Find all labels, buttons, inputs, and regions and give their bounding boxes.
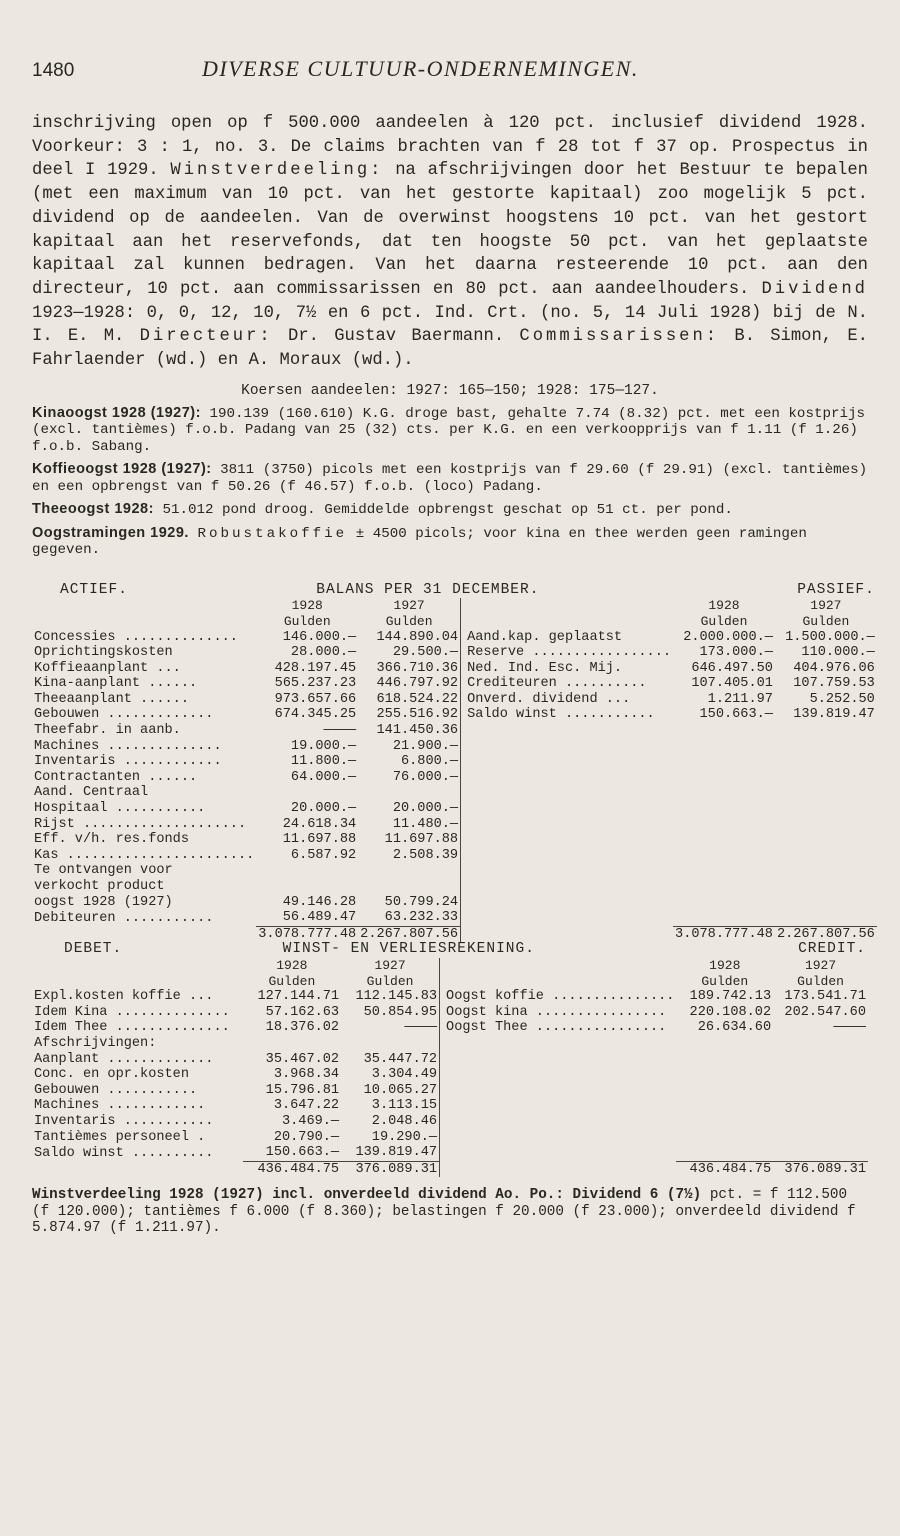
passief-value: 150.663.—: [699, 707, 773, 723]
harvest-forecast: [32, 525, 868, 559]
actief-label: Eff. v/h. res.fonds: [34, 832, 189, 848]
passief-value: [673, 895, 775, 911]
totals-spacer: [461, 926, 673, 942]
pl-right-title: CREDIT.: [798, 941, 866, 958]
debet-value: 2.048.46: [371, 1113, 438, 1129]
credit-value: [676, 1130, 773, 1146]
actief-value: [256, 879, 358, 895]
year-header: 1928: [709, 957, 741, 973]
debet-value: 18.376.02: [265, 1020, 340, 1036]
passief-value: [673, 848, 775, 864]
actief-value: 428.197.45: [274, 660, 357, 676]
credit-value: [773, 1067, 868, 1083]
passief-value: [775, 832, 877, 848]
unit-header: Gulden: [802, 613, 850, 629]
credit-value: [773, 1145, 868, 1161]
pl-title: WINST- EN VERLIESREKENING.: [282, 941, 535, 958]
table-row: [32, 832, 877, 848]
debet-value: 139.819.47: [355, 1145, 438, 1161]
debet-value: 3.469.—: [281, 1113, 340, 1129]
share-prices: Koersen aandeelen: 1927: 165—150; 1928: 175—127.: [241, 382, 659, 399]
debet-label: Idem Thee ..............: [34, 1020, 230, 1036]
passief-value: [775, 895, 877, 911]
harvest-koffie: [32, 461, 868, 495]
unit-header: Gulden: [268, 973, 316, 989]
table-row: [32, 676, 877, 692]
actief-value: ————: [323, 723, 357, 739]
passief-value: [673, 832, 775, 848]
year-header: 1927: [804, 957, 837, 973]
debet-value: 3.647.22: [273, 1098, 340, 1114]
table-row: [32, 1114, 868, 1130]
passief-value: [673, 801, 775, 817]
passief-value: [775, 863, 877, 879]
table-row: [32, 645, 877, 661]
total-value: 3.078.777.48: [258, 926, 357, 942]
actief-value: 63.232.33: [384, 910, 459, 926]
passief-value: [673, 723, 775, 739]
passief-label: [461, 895, 673, 911]
passief-value: 1.211.97: [707, 691, 773, 707]
total-value: 436.484.75: [243, 1161, 341, 1177]
profit-distribution-lead: Winstverdeeling 1928 (1927) incl. onverdeeld dividend Ao. Po.: Dividend 6 (7½): [32, 1187, 702, 1204]
actief-label: oogst 1928 (1927): [34, 894, 173, 910]
credit-label: Oogst koffie ...............: [440, 989, 677, 1005]
section-label: Directeur:: [139, 327, 273, 347]
year-header: 1928: [276, 957, 308, 973]
credit-label: [440, 1098, 677, 1114]
totals-row: [32, 1161, 868, 1177]
passief-value: [775, 723, 877, 739]
credit-label: [440, 1067, 677, 1083]
passief-value: 5.252.50: [809, 691, 875, 707]
credit-value: [676, 1083, 773, 1099]
intro-paragraph: [32, 112, 868, 373]
unit-header: Gulden: [385, 613, 433, 629]
actief-label: Debiteuren ...........: [34, 910, 214, 926]
table-row: [32, 707, 877, 723]
credit-label: [440, 1083, 677, 1099]
passief-value: [775, 817, 877, 833]
debet-value: 57.162.63: [265, 1004, 340, 1020]
harvest-lead: Kinaoogst 1928 (1927):: [32, 404, 201, 421]
profit-loss-account: [32, 942, 868, 1177]
table-row: [32, 739, 877, 755]
section-label: Commissarissen:: [519, 327, 720, 347]
passief-label: [461, 754, 673, 770]
actief-label: Machines ..............: [34, 738, 222, 754]
passief-label: Saldo winst ...........: [461, 707, 673, 723]
actief-value: [358, 785, 460, 801]
debet-value: 10.065.27: [363, 1082, 438, 1098]
credit-value: [773, 1098, 868, 1114]
passief-value: [673, 739, 775, 755]
credit-value: ————: [833, 1020, 866, 1036]
page: [32, 56, 875, 1237]
credit-value: [773, 1083, 868, 1099]
harvest-text: 3811 (3750) picols met een kostprijs van f 29.60 (f 29.91) (excl. tantièmes) en een opbrengst van f 50.26 (f 46.57) f.o.b. (loco) Padang.: [32, 462, 868, 495]
page-header: [32, 56, 868, 96]
total-value: 376.089.31: [341, 1161, 439, 1177]
actief-label: Kina-aanplant ......: [34, 676, 198, 692]
actief-value: 19.000.—: [290, 738, 357, 754]
profit-distribution-text: pct. = f 112.500 (f 120.000); tantièmes f 6.000 (f 8.360); belastingen f 20.000 (f 23.000); onverdeeld dividend f 5.874.97 (f 1.211.97).: [32, 1187, 856, 1237]
page-number: 1480: [32, 60, 75, 81]
actief-label: Oprichtingskosten: [34, 645, 173, 661]
debet-value: 127.144.71: [257, 989, 340, 1005]
passief-value: [775, 785, 877, 801]
credit-value: [773, 1036, 868, 1052]
passief-value: 107.759.53: [793, 676, 875, 692]
passief-value: [775, 879, 877, 895]
table-row: [32, 879, 877, 895]
table-row: [32, 1036, 868, 1052]
harvest-lead: Oogstramingen 1929.: [32, 524, 189, 541]
actief-label: Theeaanplant ......: [34, 691, 189, 707]
debet-label: Tantièmes personeel .: [34, 1129, 206, 1145]
table-row: [32, 785, 877, 801]
actief-value: 76.000.—: [392, 769, 459, 785]
totals-spacer: [440, 1161, 677, 1177]
credit-value: 202.547.60: [784, 1004, 866, 1020]
table-row: [32, 1130, 868, 1146]
credit-value: 220.108.02: [689, 1004, 772, 1020]
actief-value: 446.797.92: [376, 676, 459, 692]
harvest-text: 190.139 (160.610) K.G. droge bast, gehalte 7.74 (8.32) pct. met een kostprijs (excl. tantièmes) f.o.b. Padang van 25 (32) cts. per K.G. en een verkoopprijs van f 1.11 (f 1.26) f.o.b. Sabang.: [32, 405, 866, 455]
credit-value: [773, 1130, 868, 1146]
debet-label: Expl.kosten koffie ...: [34, 989, 214, 1005]
section-label: Winstverdeeling:: [170, 161, 384, 181]
pl-left-title: DEBET.: [64, 941, 123, 958]
actief-value: 11.697.88: [282, 832, 357, 848]
passief-value: [673, 754, 775, 770]
balance-sheet: [32, 583, 877, 943]
table-row: [32, 848, 877, 864]
section-label: Dividend: [761, 279, 868, 299]
table-row: [32, 1067, 868, 1083]
actief-value: 64.000.—: [290, 769, 357, 785]
passief-label: [461, 801, 673, 817]
harvest-text: ± 4500 picols; voor kina en thee werden geen ramingen gegeven.: [32, 525, 807, 559]
passief-label: Aand.kap. geplaatst: [461, 630, 673, 646]
year-header: 1927: [810, 598, 842, 614]
credit-value: [773, 1052, 868, 1068]
harvest-lead: Koffieoogst 1928 (1927):: [32, 461, 212, 478]
credit-label: [440, 1036, 677, 1052]
debet-value: [341, 1036, 439, 1052]
totals-spacer: [32, 1161, 243, 1177]
passief-label: [461, 879, 673, 895]
actief-label: Inventaris ............: [34, 754, 222, 770]
table-row: [32, 1020, 868, 1036]
actief-value: 24.618.34: [282, 816, 357, 832]
debet-label: Afschrijvingen:: [34, 1035, 157, 1051]
passief-value: [775, 801, 877, 817]
actief-value: 674.345.25: [274, 707, 357, 723]
debet-value: 50.854.95: [363, 1004, 438, 1020]
passief-label: [461, 863, 673, 879]
intro-text: inschrijving open op f 500.000 aandeelen à 120 pct. inclusief dividend 1928. Voorkeur: 3 : 1, no. 3. De claims brachten van f 28 tot f 37 op. Prospectus in deel I 1929.: [32, 114, 868, 181]
year-header: 1928: [291, 598, 323, 614]
balance-title: BALANS PER 31 DECEMBER.: [316, 581, 540, 598]
debet-value: [243, 1036, 341, 1052]
table-row: [32, 723, 877, 739]
year-header: 1927: [393, 598, 425, 614]
debet-label: Machines ............: [34, 1098, 206, 1114]
actief-value: 141.450.36: [376, 723, 459, 739]
balance-left-title: ACTIEF.: [60, 581, 128, 598]
credit-value: 189.742.13: [689, 989, 772, 1005]
harvest-lead: Theeoogst 1928:: [32, 501, 154, 518]
table-row: [32, 1098, 868, 1114]
totals-row: [32, 926, 877, 942]
credit-label: Oogst Thee ................: [440, 1020, 677, 1036]
credit-value: [676, 1114, 773, 1130]
passief-value: 404.976.06: [793, 660, 875, 676]
credit-value: 173.541.71: [784, 989, 866, 1005]
credit-value: [676, 1052, 773, 1068]
table-row: [32, 989, 868, 1005]
actief-label: Koffieaanplant ...: [34, 660, 181, 676]
passief-label: [461, 723, 673, 739]
actief-value: 20.000.—: [392, 801, 459, 817]
credit-label: [440, 1130, 677, 1146]
passief-label: [461, 832, 673, 848]
table-row: [32, 630, 877, 646]
credit-value: 26.634.60: [697, 1020, 772, 1036]
debet-value: 3.304.49: [371, 1067, 438, 1083]
passief-value: [673, 770, 775, 786]
passief-value: [775, 848, 877, 864]
actief-value: 146.000.—: [282, 629, 357, 645]
actief-value: [256, 785, 358, 801]
passief-value: [775, 910, 877, 926]
table-row: [32, 770, 877, 786]
actief-value: 50.799.24: [384, 894, 459, 910]
actief-value: 11.800.—: [290, 754, 357, 770]
harvest-text: 51.012 pond droog. Gemiddelde opbrengst geschat op 51 ct. per pond.: [162, 502, 733, 519]
passief-value: 1.500.000.—: [785, 629, 875, 645]
actief-value: 973.657.66: [274, 691, 357, 707]
total-value: 2.267.807.56: [358, 926, 460, 942]
passief-label: Ned. Ind. Esc. Mij.: [461, 661, 673, 677]
passief-label: [461, 910, 673, 926]
actief-value: 144.890.04: [376, 629, 459, 645]
table-row: [32, 661, 877, 677]
passief-value: 173.000.—: [699, 645, 773, 661]
table-row: [32, 692, 877, 708]
unit-header: Gulden: [700, 613, 748, 629]
unit-header: Gulden: [283, 613, 331, 629]
passief-value: [673, 879, 775, 895]
passief-value: [673, 863, 775, 879]
actief-label: verkocht product: [34, 879, 165, 895]
credit-value: [676, 1145, 773, 1161]
passief-label: [461, 848, 673, 864]
table-row: [32, 1145, 868, 1161]
passief-value: [673, 785, 775, 801]
debet-value: 112.145.83: [355, 989, 438, 1005]
actief-value: 11.697.88: [384, 832, 459, 848]
harvest-kina: [32, 405, 868, 456]
passief-value: 2.000.000.—: [683, 629, 773, 645]
passief-value: [775, 739, 877, 755]
actief-value: [256, 863, 358, 879]
passief-value: [775, 754, 877, 770]
table-row: [32, 1005, 868, 1021]
actief-label: Concessies ..............: [34, 629, 238, 645]
passief-value: [673, 817, 775, 833]
passief-value: 107.405.01: [691, 676, 773, 692]
debet-label: Aanplant .............: [34, 1051, 214, 1067]
total-value: 3.078.777.48: [675, 926, 773, 942]
harvest-product: Robustakoffie: [197, 525, 348, 542]
credit-label: Oogst kina ................: [440, 1005, 677, 1021]
passief-label: [461, 770, 673, 786]
debet-value: 19.290.—: [371, 1129, 438, 1145]
actief-value: 28.000.—: [290, 645, 357, 661]
actief-value: 2.508.39: [392, 847, 459, 863]
debet-label: Idem Kina ..............: [34, 1004, 230, 1020]
balance-right-title: PASSIEF.: [797, 581, 875, 598]
actief-value: 56.489.47: [282, 910, 357, 926]
year-header: 1928: [708, 598, 740, 614]
credit-value: [773, 1114, 868, 1130]
debet-label: Gebouwen ...........: [34, 1082, 198, 1098]
actief-label: Theefabr. in aanb.: [34, 723, 181, 739]
harvest-thee: [32, 501, 868, 519]
passief-value: 110.000.—: [801, 645, 875, 661]
debet-value: 150.663.—: [265, 1145, 340, 1161]
actief-value: 29.500.—: [392, 645, 459, 661]
intro-text: na afschrijvingen door het Bestuur te bepalen (met een maximum van 10 pct. van het gestorte kapitaal) zoo mogelijk 5 pct. dividend op de aandeelen. Van de overwinst hoogstens 10 pct. van het gestort kapitaal aan het reservefonds, dat ten hoogste 50 pct. van het geplaatste kapitaal zal kunnen bedragen. Van het daarna resteerende 10 pct. aan den directeur, 10 pct. aan commissarissen en 80 pct. aan aandeelhouders.: [32, 161, 868, 299]
table-row: [32, 895, 877, 911]
actief-label: Aand. Centraal: [34, 785, 149, 801]
table-row: [32, 817, 877, 833]
actief-value: [358, 863, 460, 879]
passief-value: [775, 770, 877, 786]
passief-value: 646.497.50: [691, 660, 773, 676]
actief-value: 565.237.23: [274, 676, 357, 692]
year-header: 1927: [374, 957, 406, 973]
intro-text: 1923—1928: 0, 0, 12, 10, 7½ en 6 pct. Ind. Crt. (no. 5, 14 Juli 1928) bij de N. I. E. M.: [32, 303, 868, 347]
table-row: [32, 1052, 868, 1068]
unit-header: Gulden: [366, 973, 414, 989]
actief-value: 11.480.—: [392, 816, 459, 832]
credit-value: [676, 1036, 773, 1052]
totals-spacer: [32, 926, 256, 942]
intro-text: B. Simon, E. Fahrlaender (wd.) en A. Moraux (wd.).: [32, 327, 868, 371]
table-row: [32, 801, 877, 817]
unit-header: Gulden: [701, 973, 749, 989]
actief-value: 49.146.28: [282, 894, 357, 910]
passief-label: [461, 817, 673, 833]
passief-value: [673, 910, 775, 926]
actief-value: 21.900.—: [392, 738, 459, 754]
passief-label: Reserve .................: [461, 645, 673, 661]
running-title: DIVERSE CULTUUR-ONDERNEMINGEN.: [202, 56, 639, 81]
total-value: 2.267.807.56: [776, 926, 875, 942]
actief-label: Rijst ....................: [34, 816, 247, 832]
credit-value: [676, 1098, 773, 1114]
actief-label: Te ontvangen voor: [34, 863, 173, 879]
actief-value: 618.524.22: [376, 691, 459, 707]
debet-value: ————: [404, 1020, 438, 1036]
actief-label: Hospitaal ...........: [34, 801, 206, 817]
profit-distribution: [32, 1187, 868, 1237]
intro-text: Dr. Gustav Baermann.: [288, 327, 505, 347]
total-value: 376.089.31: [773, 1161, 868, 1177]
debet-value: 20.790.—: [273, 1129, 340, 1145]
actief-label: Gebouwen .............: [34, 707, 214, 723]
actief-value: [358, 879, 460, 895]
table-row: [32, 754, 877, 770]
unit-header: Gulden: [797, 973, 844, 989]
debet-value: 15.796.81: [265, 1082, 340, 1098]
credit-label: [440, 1145, 677, 1161]
total-value: 436.484.75: [676, 1161, 773, 1177]
credit-label: [440, 1052, 677, 1068]
passief-label: [461, 739, 673, 755]
actief-value: 20.000.—: [290, 801, 357, 817]
table-row: [32, 1083, 868, 1099]
passief-label: Onverd. dividend ...: [461, 692, 673, 708]
credit-label: [440, 1114, 677, 1130]
actief-value: 366.710.36: [376, 660, 459, 676]
passief-value: 139.819.47: [793, 707, 875, 723]
debet-label: Inventaris ...........: [34, 1113, 214, 1129]
passief-label: [461, 785, 673, 801]
actief-value: 6.587.92: [290, 847, 357, 863]
table-row: [32, 863, 877, 879]
debet-value: 3.113.15: [371, 1098, 438, 1114]
table-row: [32, 910, 877, 926]
actief-label: Contractanten ......: [34, 769, 198, 785]
debet-value: 35.447.72: [363, 1051, 438, 1067]
debet-value: 35.467.02: [265, 1051, 340, 1067]
credit-value: [676, 1067, 773, 1083]
debet-value: 3.968.34: [273, 1067, 340, 1083]
actief-value: 255.516.92: [376, 707, 459, 723]
debet-label: Conc. en opr.kosten: [34, 1067, 189, 1083]
debet-label: Saldo winst ..........: [34, 1145, 214, 1161]
passief-label: Crediteuren ..........: [461, 676, 673, 692]
actief-label: Kas .......................: [34, 847, 255, 863]
actief-value: 6.800.—: [400, 754, 459, 770]
